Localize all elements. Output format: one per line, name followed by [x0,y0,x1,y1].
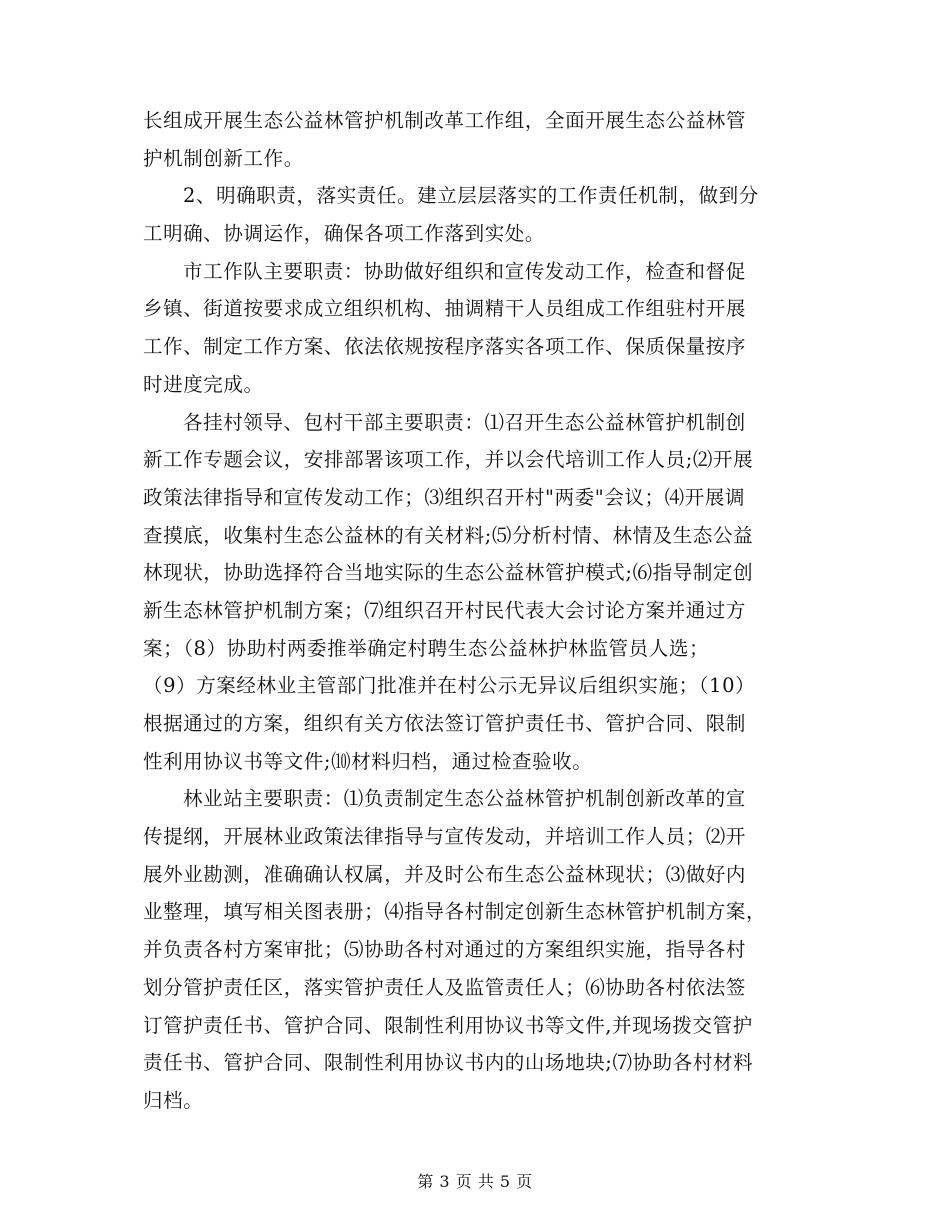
text-line: 并负责各村方案审批；⑸协助各村对通过的方案组织实施，指导各村 [143,938,747,962]
text-line: 2、明确职责，落实责任。建立层层落实的工作责任机制，做到分 [183,184,759,208]
text-line: 业整理，填写相关图表册；⑷指导各村制定创新生态林管护机制方案， [143,900,767,924]
text-line: 工作、制定工作方案、依法依规按程序落实各项工作、保质保量按序 [143,335,747,359]
text-line: 林业站主要职责：⑴负责制定生态公益林管护机制创新改革的宣 [183,787,746,811]
text-line: 林现状，协助选择符合当地实际的生态公益林管护模式;⑹指导制定创 [143,561,754,585]
text-line: 划分管护责任区，落实管护责任人及监管责任人；⑹协助各村依法签 [143,975,747,999]
text-line: 根据通过的方案，组织有关方依法签订管护责任书、管护合同、限制 [143,712,747,735]
text-line: 乡镇、街道按要求成立组织机构、抽调精干人员组成工作组驻村开展 [143,297,747,321]
text-line: 新工作专题会议，安排部署该项工作，并以会代培训工作人员;⑵开展 [143,448,754,472]
paragraph-city-team [143,253,815,404]
text-line: 展外业勘测，准确确认权属，并及时公布生态公益林现状；⑶做好内 [143,862,747,886]
text-line: 时进度完成。 [143,372,264,396]
page-footer [0,1170,950,1194]
paragraph-responsibility [143,177,815,252]
text-line: 新生态林管护机制方案；⑺组织召开村民代表大会讨论方案并通过方 [143,598,747,622]
body-text [143,102,815,1120]
text-line: 责任书、管护合同、限制性利用协议书内的山场地块;⑺协助各村材料 [143,1051,754,1075]
text-line: 归档。 [143,1088,204,1112]
text-line: 性利用协议书等文件;⑽材料归档，通过检查验收。 [143,749,593,773]
text-line: 工明确、协调运作，确保各项工作落到实处。 [143,222,546,246]
text-line: 各挂村领导、包村干部主要职责：⑴召开生态公益林管护机制创 [183,410,746,434]
text-line: （9）方案经林业主管部门批准并在村公示无异议后组织实施；（10） [143,674,756,698]
paragraph-forestry-station [143,780,815,1119]
paragraph-village-leaders [143,404,815,781]
text-line: 长组成开展生态公益林管护机制改革工作组，全面开展生态公益林管 [143,109,747,132]
text-line: 护机制创新工作。 [143,146,304,170]
text-line: 政策法律指导和宣传发动工作；⑶组织召开村"两委"会议；⑷开展调 [143,485,746,509]
text-line: 案；（8）协助村两委推举确定村聘生态公益林护林监管员人选； [143,636,710,660]
page-number: 第 3 页 共 5 页 [417,1172,533,1191]
paragraph-continuation [143,102,815,177]
text-line: 订管护责任书、管护合同、限制性利用协议书等文件,并现场拨交管护 [143,1013,753,1037]
text-line: 查摸底，收集村生态公益林的有关材料;⑸分析村情、林情及生态公益 [143,523,754,547]
text-line: 传提纲，开展林业政策法律指导与宣传发动，并培训工作人员；⑵开 [143,825,747,849]
text-line: 市工作队主要职责：协助做好组织和宣传发动工作，检查和督促 [183,259,746,283]
